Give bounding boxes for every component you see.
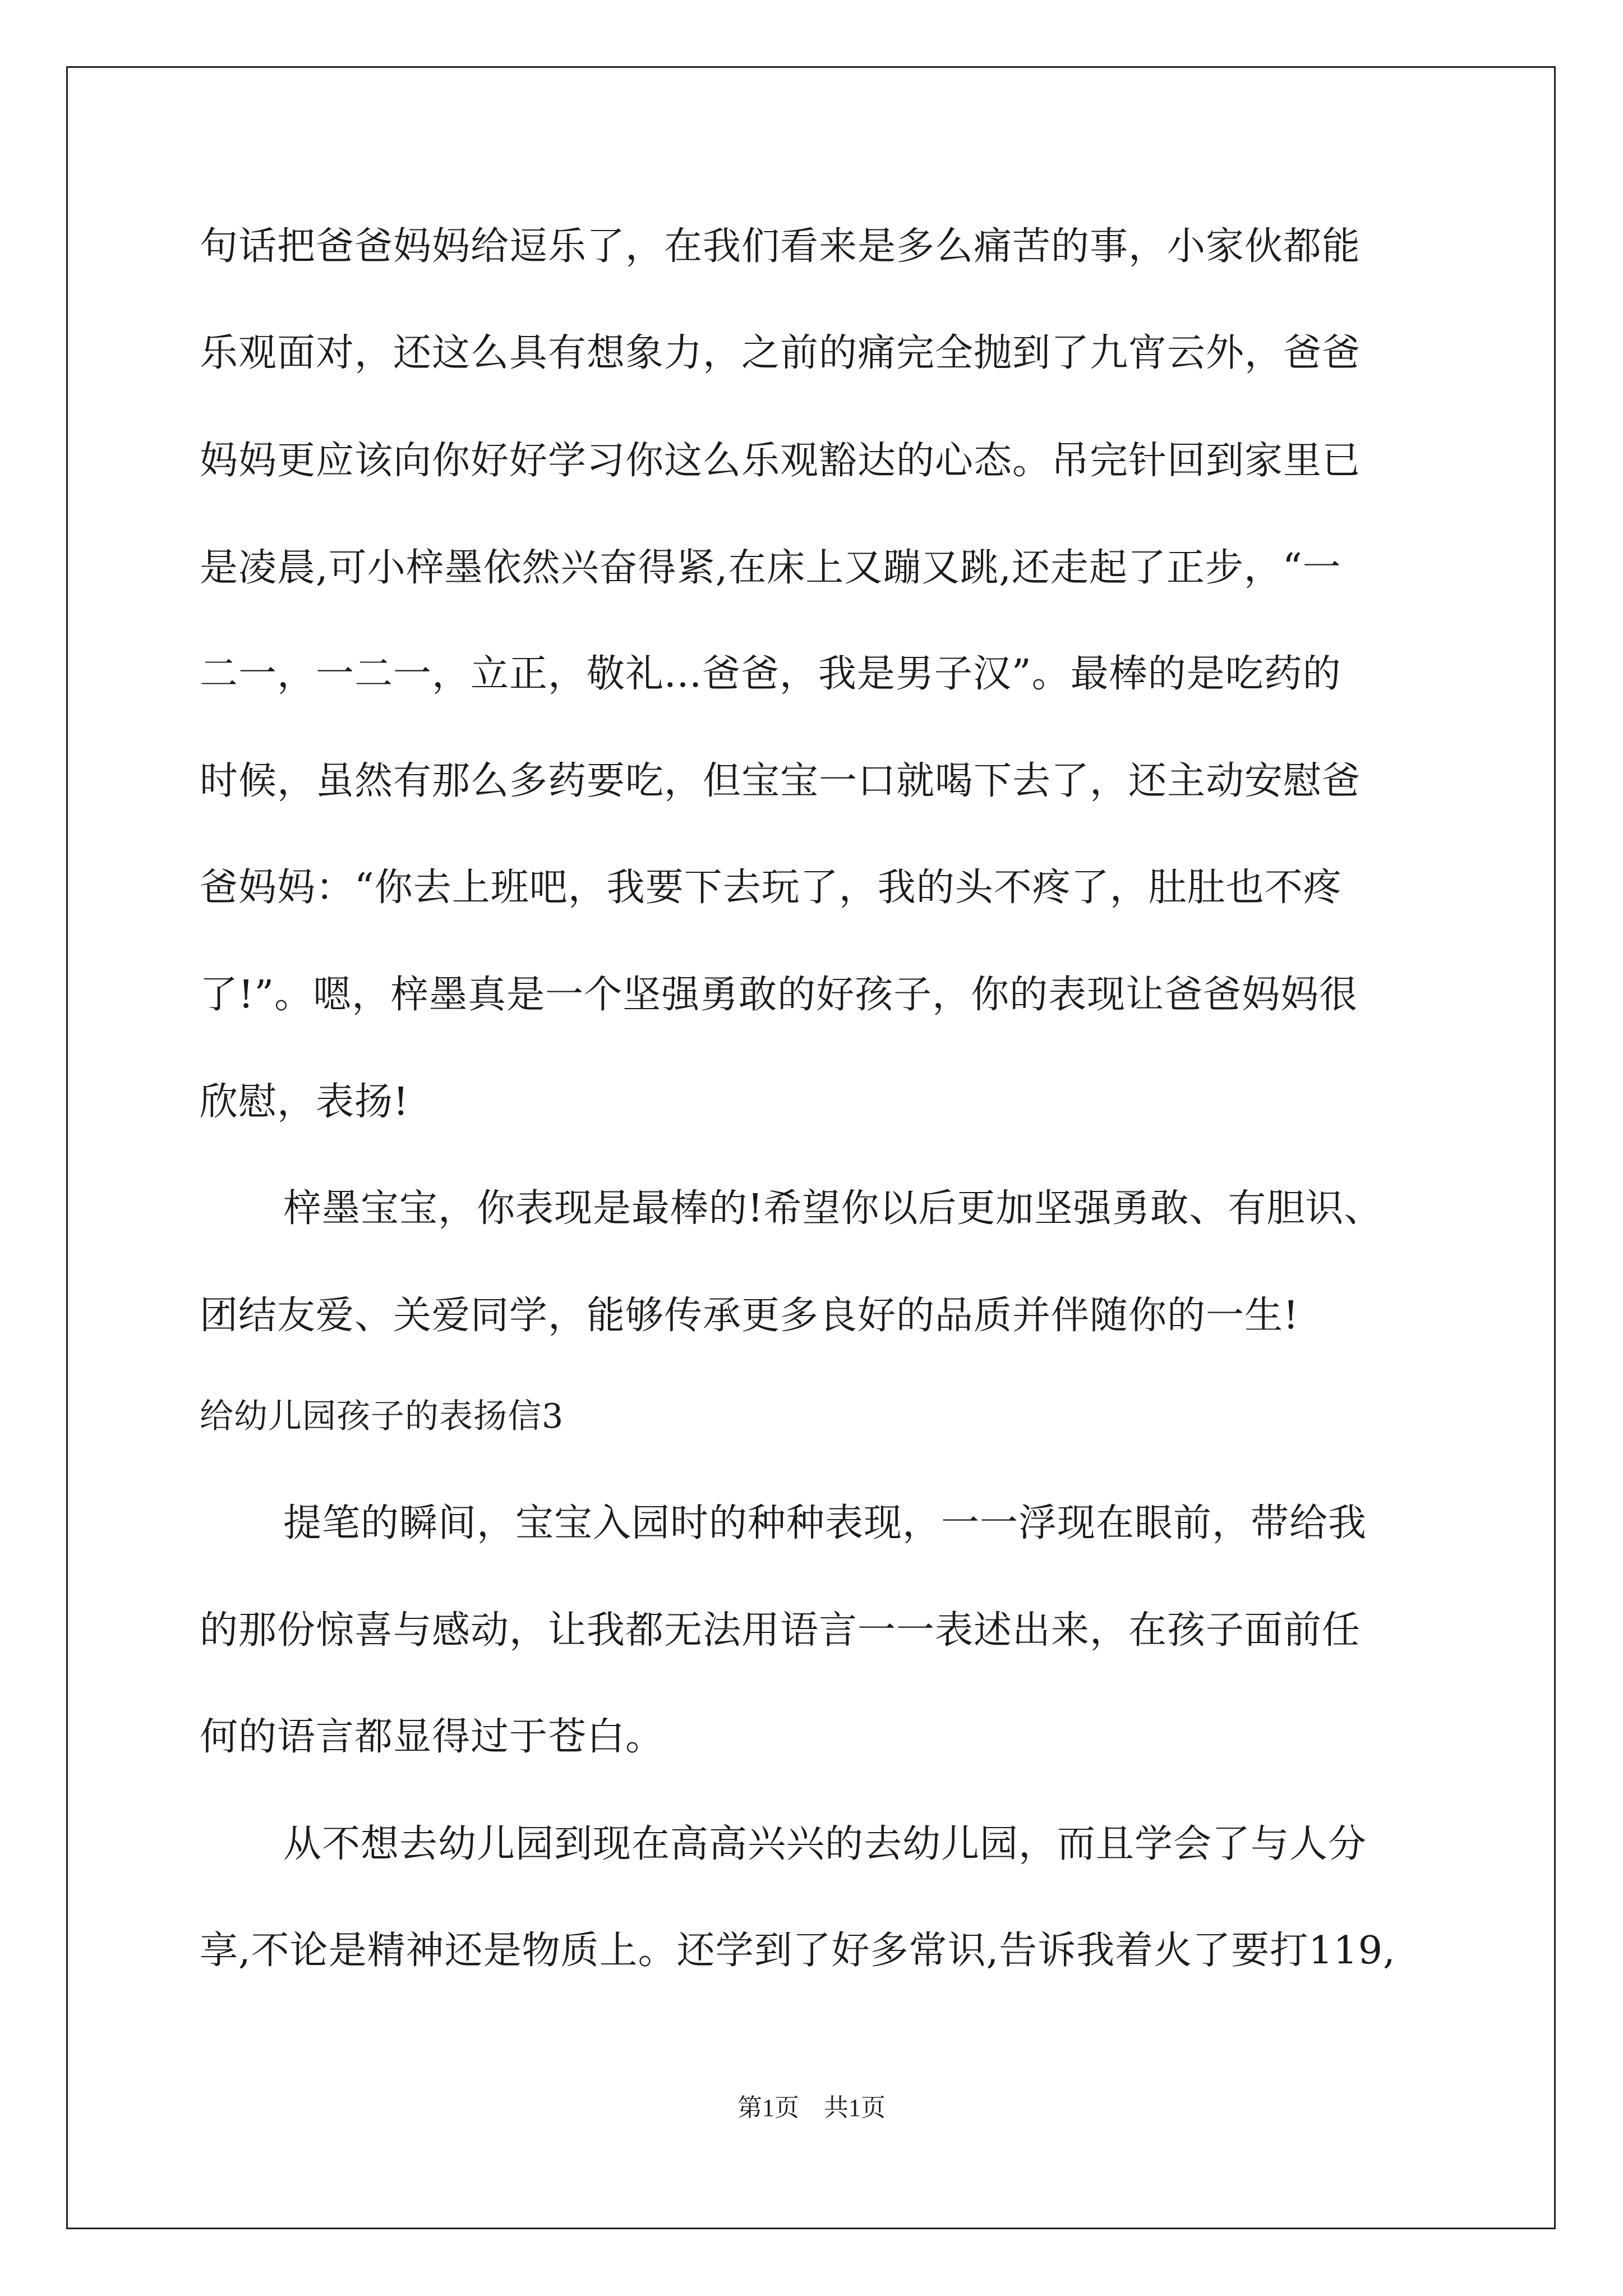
text-line: 爸妈妈：“你去上班吧，我要下去玩了，我的头不疼了，肚肚也不疼 (200, 866, 1342, 910)
text-line: 享,不论是精神还是物质上。还学到了好多常识,告诉我着火了要打119, (200, 1929, 1396, 1973)
text-line: 句话把爸爸妈妈给逗乐了，在我们看来是多么痛苦的事，小家伙都能 (200, 224, 1361, 269)
section-heading: 给幼儿园孩子的表扬信3 (200, 1397, 564, 1436)
text-line: 何的语言都显得过于苍白。 (200, 1715, 665, 1759)
page-number-footer: 第1页 共1页 (737, 2094, 886, 2122)
text-line: 乐观面对，还这么具有想象力，之前的痛完全抛到了九宵云外，爸爸 (200, 331, 1361, 375)
text-line: 欣慰，表扬! (200, 1080, 409, 1124)
text-line: 了!”。嗯，梓墨真是一个坚强勇敢的好孩子，你的表现让爸爸妈妈很 (200, 973, 1358, 1017)
text-line: 的那份惊喜与感动，让我都无法用语言一一表述出来，在孩子面前任 (200, 1608, 1361, 1653)
text-line: 妈妈更应该向你好好学习你这么乐观豁达的心态。吊完针回到家里已 (200, 439, 1361, 483)
text-line: 二一，一二一，立正，敬礼...爸爸，我是男子汉”。最棒的是吃药的 (200, 652, 1341, 696)
paragraph-first-line: 从不想去幼儿园到现在高高兴兴的去幼儿园，而且学会了与人分 (283, 1822, 1367, 1866)
text-line: 是凌晨,可小梓墨依然兴奋得紧,在床上又蹦又跳,还走起了正步，“一 (200, 546, 1341, 590)
text-line: 团结友爱、关爱同学，能够传承更多良好的品质并伴随你的一生! (200, 1294, 1299, 1338)
text-line: 时候，虽然有那么多药要吃，但宝宝一口就喝下去了，还主动安慰爸 (200, 759, 1361, 803)
paragraph-first-line: 提笔的瞬间，宝宝入园时的种种表现，一一浮现在眼前，带给我 (283, 1501, 1367, 1545)
paragraph-first-line: 梓墨宝宝，你表现是最棒的!希望你以后更加坚强勇敢、有胆识、 (283, 1186, 1383, 1231)
page-border (66, 66, 1556, 2229)
